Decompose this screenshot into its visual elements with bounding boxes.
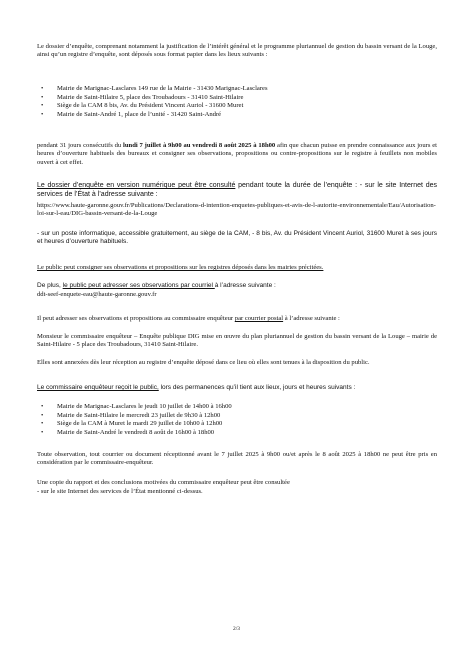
bullet-icon: • bbox=[41, 403, 44, 410]
bullet-icon: • bbox=[41, 420, 44, 428]
poste-paragraph: - sur un poste informatique, accessible gratuitement, au siège de la CAM, - 8 bis, Av. du Président Vincent Auriol, 31600 Muret à ses jours et heures d’ouverture habituels. bbox=[37, 230, 437, 246]
annexe-paragraph: Elles sont annexées dès leur réception au registre d’enquête déposé dans ce lieu où elles sont tenues à la disposition du public. bbox=[37, 359, 370, 366]
email-address[interactable]: ddt-seef-enquete-eau@haute-garonne.gouv.fr bbox=[37, 291, 157, 298]
locations-list bbox=[37, 85, 437, 119]
bullet-icon: • bbox=[41, 110, 44, 118]
list-item: • Siège de la CAM à Muret le mardi 29 juillet de 10h00 à 12h00 bbox=[41, 420, 223, 428]
list-item: • Mairie de Saint-Hilaire 5, place des Troubadours - 31410 Saint-Hilaire bbox=[41, 93, 244, 101]
list-item: • Siège de la CAM 8 bis, Av. du Président Vincent Auriol - 31600 Muret bbox=[41, 102, 244, 110]
rapport-line-1: Une copie du rapport et des conclusions motivées du commissaire enquêteur peut être consultée bbox=[37, 479, 290, 486]
postal-address: Monsieur le commissaire enquêteur – Enquête publique DIG mise en œuvre du plan pluriannuel de gestion du bassin versant de la Louge – mairie de Saint-Hilaire - 5 place des Troubadours, 31410 Saint-Hilaire. bbox=[37, 333, 437, 349]
period-dates: lundi 7 juillet à 9h00 au vendredi 8 août 2025 à 18h00 bbox=[123, 142, 276, 149]
permanences-list bbox=[37, 403, 437, 437]
rapport-line-2: - sur le site Internet des services de l’État mentionné ci-dessus. bbox=[37, 488, 203, 495]
registre-paragraph: Le public peut consigner ses observations et propositions sur les registres déposés dans les mairies précitées. bbox=[37, 264, 324, 271]
page-number: 2/3 bbox=[233, 626, 240, 632]
courriel-paragraph: De plus, le public peut adresser ses observations par courriel à l’adresse suivante : bbox=[37, 282, 276, 289]
period-paragraph: pendant 31 jours consécutifs du lundi 7 juillet à 9h00 au vendredi 8 août 2025 à 18h00 afin que chacun puisse en prendre connaissance aux jours et heures d’ouverture habituels des bureaux et consigner ses observations, propositions ou contre-propositions sur le registre à feuillets non mobiles ouvert à cet effet. bbox=[37, 142, 437, 166]
bullet-icon: • bbox=[41, 428, 44, 436]
list-item: • Mairie de Marignac-Lasclares 149 rue de la Mairie - 31430 Marignac-Lasclares bbox=[41, 85, 268, 92]
bullet-icon: • bbox=[41, 85, 44, 92]
bullet-icon: • bbox=[41, 102, 44, 110]
intro-paragraph: Le dossier d’enquête, comprenant notamment la justification de l’intérêt général et le programme pluriannuel de gestion du bassin versant de la Louge, ainsi qu’un registre d’enquête, sont déposés sous format papier dans les lieux suivants : bbox=[37, 43, 437, 59]
bullet-icon: • bbox=[41, 411, 44, 419]
bullet-icon: • bbox=[41, 93, 44, 101]
courrier-paragraph: Il peut adresser ses observations et propositions au commissaire enquêteur par courrier postal à l’adresse suivante : bbox=[37, 315, 340, 322]
list-item: • Mairie de Saint-André 1, place de l’unité - 31420 Saint-André bbox=[41, 110, 222, 118]
permanences-paragraph: Le commissaire enquêteur reçoit le public, lors des permanences qu’il tient aux lieux, jours et heures suivants : bbox=[37, 384, 356, 391]
list-item: • Mairie de Saint-Hilaire le mercredi 23 juillet de 9h30 à 12h00 bbox=[41, 411, 221, 419]
digital-paragraph: Le dossier d’enquête en version numérique peut être consulté pendant toute la durée de l’enquête : - sur le site Internet des services de l’État à l’adresse suivante : bbox=[37, 182, 437, 198]
list-item: • Mairie de Marignac-Lasclares le jeudi 10 juillet de 14h00 à 16h00 bbox=[41, 403, 232, 410]
list-item: • Mairie de Saint-André le vendredi 8 août de 16h00 à 18h00 bbox=[41, 428, 215, 436]
website-link[interactable]: https://www.haute-garonne.gouv.fr/Publications/Declarations-d-intention-enquetes-publiques-et-avis-de-l-autorite-environnementale/Eau/Autorisation-loi-sur-l-eau/DIG-bassin-versant-de-la-Louge bbox=[37, 202, 436, 218]
toute-observation-paragraph: Toute observation, tout courrier ou document réceptionné avant le 7 juillet 2025 à 9h00 ou/et après le 8 août 2025 à 18h00 ne peut être pris en considération par le commissaire-enquêteur. bbox=[37, 451, 437, 467]
